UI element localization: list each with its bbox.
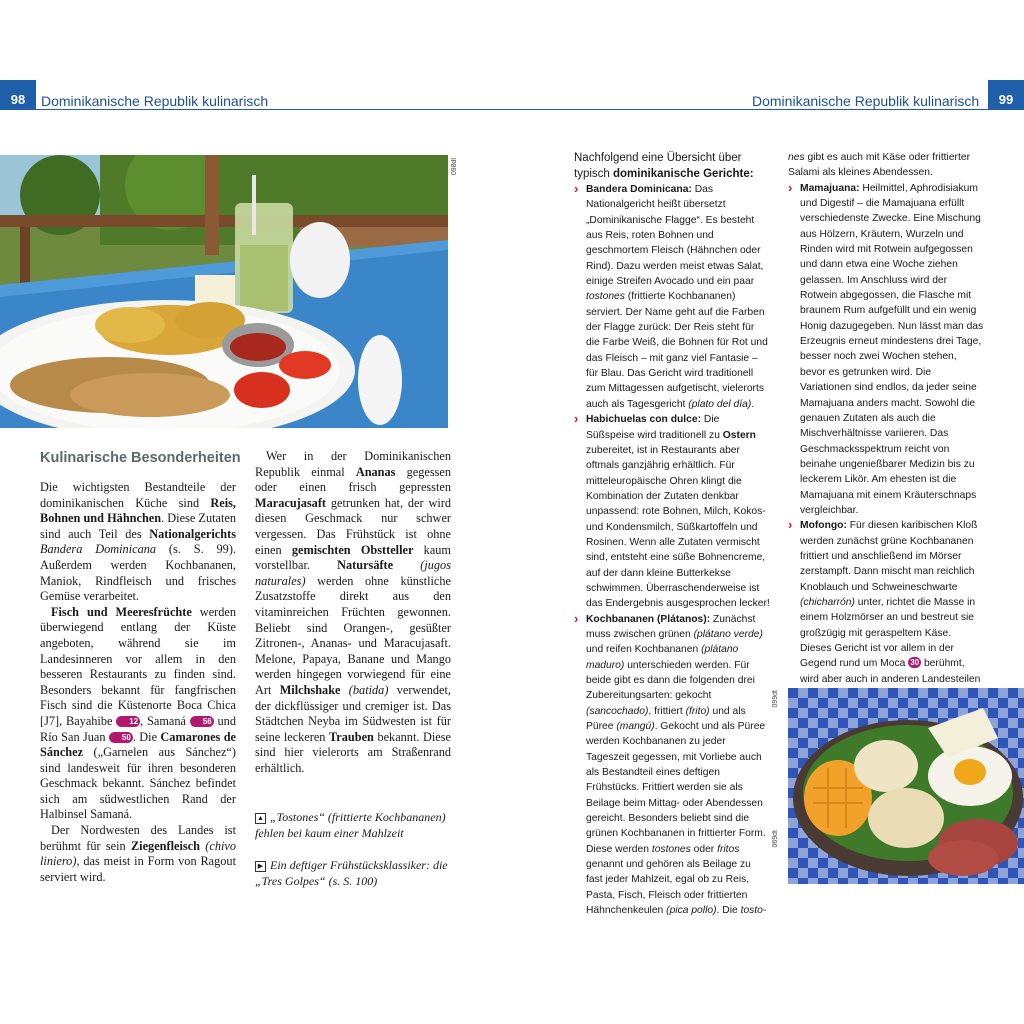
caption-arrow-up-icon: ▲ xyxy=(255,813,266,824)
right-column-1 xyxy=(574,150,770,919)
dish-platanos-cont: nes gibt es auch mit Käse oder frittierter Salami als kleines Abendessen. xyxy=(788,152,971,179)
map-badge: 56 xyxy=(190,716,214,727)
header-rule-left xyxy=(0,109,512,110)
caption-tostones: ▲ „Tostones“ (frittierte Kochbananen) fehlen bei kaum einer Mahlzeit xyxy=(255,810,446,840)
food-photo-tostones xyxy=(0,155,448,428)
dish-mamajuana: › Mamajuana: Heilmittel, Aphrodisiakum und Digestif – die Mamajuana erfüllt verschiedenste Zwecke. Eine Mischung aus Hölzern, Kräutern, Wurzeln und Rinden wird mit Rotwein aufgegossen und dann etwa eine Woche ziehen gelassen. Im Anschluss wird der Rotwein abgegossen, die Flasche mit braunem Rum aufgefüllt und ein wenig Honig dazugegeben. Nun lässt man das Erzeugnis erneut mindestens drei Tage, besser noch zwei Wochen stehen, bevor es getrunken wird. Die Variationen sind endlos, da jeder seine Mamajuana anders macht. Sowohl die genauen Zutaten als auch die Mischverhältnisse variieren. Das Geschmacksspektrum reicht von beinahe ungenießbarer Medizin bis zu leckerem Likör. Am ehesten ist die Mamajuana mit einem Kräuterschnaps vergleichbar. xyxy=(788,181,984,519)
left-column-1 xyxy=(40,480,236,885)
dish-platanos: › Kochbananen (Plátanos): Zunächst muss zwischen grünen (plátano verde) und reifen Kochbananen (plátano maduro) unterschieden werden. Für beide gibt es dann die folgenden drei Zubereitungsarten: gekocht (sancochado), frittiert (frito) und als Püree (mangú). Gekocht und als Püree werden Kochbananen zu jeder Tageszeit gegessen, mit Vorliebe auch als Bestandteil eines deftigen Frühstücks. Frittiert werden sie als Beilage beim Mittag- oder Abendessen gereicht. Besonders beliebt sind die grünen Kochbananen in frittierter Form. Diese werden tostones oder fritos genannt und gehören als Beilage zu fast jeder Mahlzeit, egal ob zu Reis, Pasta, Fisch, Fleisch oder frittierten Hähnchenkeulen (pica pollo). Die tosto- xyxy=(574,612,770,919)
photo-credit-right-2: 069dt xyxy=(772,830,779,848)
running-head-left: Dominikanische Republik kulinarisch xyxy=(41,93,269,109)
dish-habichuelas: › Habichuelas con dulce: Die Süßspeise wird traditionell zu Ostern zubereitet, ist in Restaurants aber oftmals ganzjährig erhältlich. Für mitteleuropäische Ohren klingt die Kombination der Zutaten denkbar unpassend: rote Bohnen, Milch, Kokos- und Kondensmilch, Süßkartoffeln und Rosinen. Wenn alle Zutaten vermischt sind, entsteht eine süße Bohnencreme, auf der dann kleine Butterkekse schwimmen. Überraschenderweise ist das Endergebnis ausgesprochen lecker! xyxy=(574,412,770,611)
photo-illustration xyxy=(788,688,1024,884)
section-title: Kulinarische Besonderheiten xyxy=(40,450,241,466)
photo-illustration xyxy=(0,155,448,428)
intro-line: Nachfolgend eine Übersicht über typisch dominikanische Gerichte: xyxy=(574,152,754,180)
page-number-right: 99 xyxy=(988,80,1024,110)
photo-credit-left: 098dl xyxy=(451,158,458,176)
food-photo-tres-golpes xyxy=(788,688,1024,884)
dish-bandera: › Bandera Dominicana: Das Nationalgericht heißt übersetzt „Dominikanische Flagge“. Es besteht aus Reis, roten Bohnen und geschmortem Fleisch (Hähnchen oder Rind). Dazu werden meist etwas Salat, einige Streifen Avocado und ein paar tostones (frittierte Kochbananen) serviert. Der Name geht auf die Farben der Flagge zurück: Der Reis steht für die Farbe Weiß, die Bohnen für Rot und das Fleisch – mit ganz viel Fantasie – für Blau. Das Gericht wird traditionell zum Mittagessen aufgetischt, vielerorts auch als Tagesgericht (plato del día). xyxy=(574,182,770,412)
paragraph-fish: Fisch und Meeresfrüchte werden überwiegend entlang der Küste angeboten, während sie im Landesinneren vor allem in den besseren Restaurants zu finden sind. Besonders bekannt für fangfrischen Fisch sind die Küstenorte Boca Chica [J7], Bayahibe 12 , Samaná 56 und Río San Juan 50 . Die Camarones de Sánchez („Garnelen aus Sánchez“) sind landesweit für ihren besonderen Geschmack bekannt. Sánchez befindet sich am südwestlichen Rand der Halbinsel Samaná. xyxy=(40,604,236,822)
map-badge: 12 xyxy=(116,716,140,727)
right-column-2 xyxy=(788,150,984,702)
caption-tres-golpes: ▶ Ein deftiger Frühstücksklassiker: die „Tres Golpes“ (s. S. 100) xyxy=(255,858,448,888)
dish-mofongo: › Mofongo: Für diesen karibischen Kloß werden zunächst grüne Kochbananen frittiert und anschließend im Mörser zerstampft. Dann mischt man reichlich Knoblauch und Schweineschwarte (chicharrón) unter, richtet die Masse in einem Holzmörser an und bestreut sie großzügig mit geraspeltem Käse. Dieses Gericht ist vor allem in der Gegend rund um Moca 30 berühmt, wird aber auch in anderen Landesteilen xyxy=(788,518,984,702)
running-head-right: Dominikanische Republik kulinarisch xyxy=(752,93,980,109)
photo-credit-right: 099dt xyxy=(772,690,779,708)
paragraph-drinks: Wer in der Dominikanischen Republik einmal Ananas gegessen oder einen frisch gepressten Maracujasaft getrunken hat, der wird diesen Geschmack nur schwer vergessen. Das Frühstück ist ohne einen gemischten Obstteller kaum vorstellbar. Natursäfte (jugos naturales) werden ohne künstliche Zusatzstoffe direkt aus den vitaminreichen Früchten gewonnen. Beliebt sind Orangen-, gesüßter Zitronen-, Ananas- und Maracujasaft. Melone, Papaya, Banane und Mango werden hingegen vorwiegend für eine Art Milchshake (batida) verwendet, der dickflüssiger und cremiger ist. Das Städtchen Neyba im Südwesten ist für seine leckeren Trauben bekannt. Diese sind hier vielerorts am Straßenrand erhältlich. xyxy=(255,449,451,775)
map-badge: 30 xyxy=(910,658,920,668)
paragraph-ingredients: Die wichtigsten Bestandteile der dominikanischen Küche sind Reis, Bohnen und Hähnchen. Diese Zutaten sind auch Teil des Nationalgerichts Bandera Dominicana (s. S. 99). Außerdem werden Kochbananen, Maniok, Rindfleisch und frisches Gemüse verarbeitet. xyxy=(40,480,237,604)
paragraph-goat: Der Nordwesten des Landes ist berühmt für sein Ziegenfleisch (chivo liniero), das meist in Form von Ragout serviert wird. xyxy=(40,823,236,884)
header-rule-right xyxy=(512,109,1024,110)
caption-arrow-right-icon: ▶ xyxy=(255,861,266,872)
map-badge: 50 xyxy=(109,732,133,743)
left-column-2 xyxy=(255,449,451,776)
page-number-left: 98 xyxy=(0,80,36,110)
